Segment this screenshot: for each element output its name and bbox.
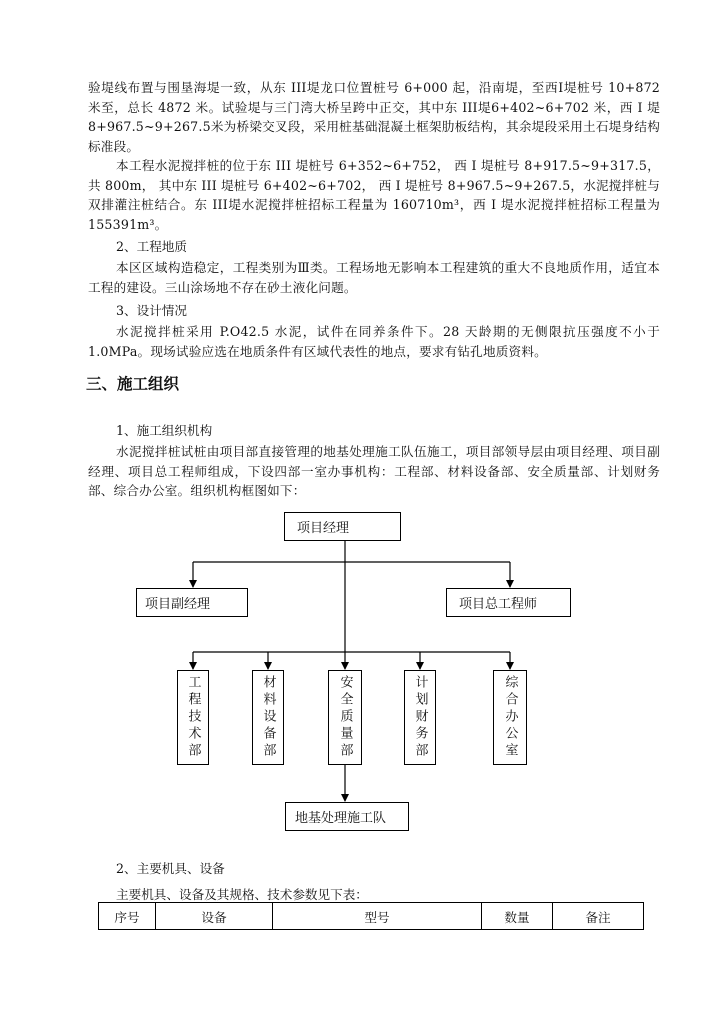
equipment-title: 2、主要机具、设备 (116, 861, 225, 876)
design-paragraph: 水泥搅拌桩采用 P.O42.5 水泥，试件在同养条件下。28 天龄期的无侧限抗压强度不小于 1.0MPa。现场试验应选在地质条件有区域代表性的地点，要求有钻孔地质资料。 (88, 324, 660, 359)
project-manager-box: 项目经理 (284, 512, 401, 541)
dept-engineering-box: 工程技术部 (177, 670, 209, 765)
dept-materials-box: 材料设备部 (252, 670, 284, 765)
foundation-team-box: 地基处理施工队 (285, 802, 409, 831)
org-title: 1、施工组织机构 (116, 423, 213, 438)
geology-paragraph: 本区区域构造稳定，工程类别为Ⅲ类。工程场地无影响本工程建筑的重大不良地质作用，适宜本工程的建设。三山涂场地不存在砂土液化问题。 (88, 260, 660, 295)
dept-safety-quality-box: 安全质量部 (328, 670, 362, 765)
chief-engineer-box: 项目总工程师 (446, 588, 571, 617)
deputy-manager-box: 项目副经理 (136, 588, 248, 617)
equipment-table (98, 902, 644, 930)
col-remarks: 备注 (553, 903, 644, 930)
intro-paragraph: 验堤线布置与围垦海堤一致，从东 III堤龙口位置桩号 6+000 起，沿南堤，至西Ⅰ堤桩号 10+872 米至，总长 4872 米。试验堤与三门湾大桥呈跨中正交，其中东 III堤6+402~6+702 米，西 I 堤 8+967.5~9+267.5米为桥梁交叉段，采用桩基础混凝土框架肋板结构，其余堤段采用土石堤身结构标准段。 (88, 80, 660, 154)
col-quantity: 数量 (482, 903, 553, 930)
col-device: 设备 (156, 903, 273, 930)
section-heading: 三、施工组织 (86, 375, 180, 393)
equipment-intro: 主要机具、设备及其规格、技术参数见下表： (116, 887, 368, 902)
col-index: 序号 (99, 903, 156, 930)
table-header-row (99, 903, 644, 930)
piles-paragraph: 本工程水泥搅拌桩的位于东 III 堤桩号 6+352~6+752， 西 I 堤桩号 8+917.5~9+317.5， 共 800m， 其中东 III 堤桩号 6+402~6+702， 西 I 堤桩号 8+967.5~9+267.5，水泥搅拌桩与双排灌注桩结合。东 III堤水泥搅拌桩招标工程量为 160710m³，西 I 堤水泥搅拌桩招标工程量为 155391m³。 (88, 158, 660, 232)
org-paragraph: 水泥搅拌桩试桩由项目部直接管理的地基处理施工队伍施工，项目部领导层由项目经理、项目副经理、项目总工程师组成，下设四部一室办事机构：工程部、材料设备部、安全质量部、计划财务部、综合办公室。组织机构框图如下： (88, 444, 660, 498)
col-model: 型号 (273, 903, 482, 930)
dept-finance-box: 计划财务部 (404, 670, 436, 765)
geology-title: 2、工程地质 (116, 239, 187, 254)
dept-office-box: 综合办公室 (493, 670, 527, 765)
design-title: 3、设计情况 (116, 303, 187, 318)
